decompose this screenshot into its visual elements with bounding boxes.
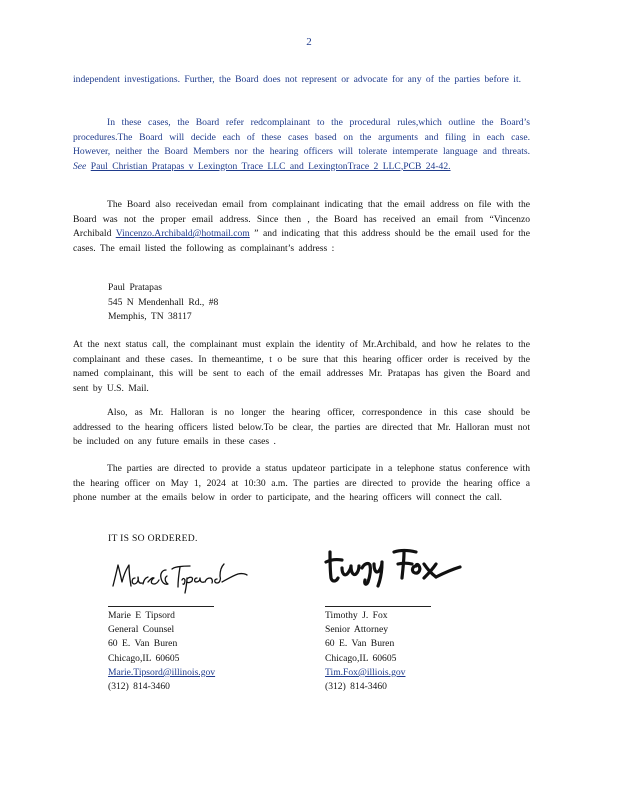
signer-street: 60 E. Van Buren: [325, 638, 395, 650]
address-name: Paul Pratapas: [108, 282, 162, 293]
signer-email-link[interactable]: Marie.Tipsord@illinois.gov: [108, 666, 216, 678]
signer-city: Chicago,IL 60605: [108, 652, 180, 664]
fox-signature-line: [325, 606, 431, 607]
complainant-address: [108, 281, 218, 325]
page-number: 2: [306, 36, 312, 48]
paragraph-procedural-rules: [73, 116, 530, 174]
email-change-text-a: The Board also receivedan email from complainant indicating that the email address on file with the Board was not the proper email address. Since then , the Board has received an email from “Vincenzo Archibald: [73, 199, 530, 239]
case-citation-link[interactable]: Paul Christian Pratapas v Lexington Trace LLC and LexingtonTrace 2 LLC,PCB 24-42.: [90, 160, 451, 172]
paragraph-hearing-officer-change: Also, as Mr. Halloran is no longer the hearing officer, correspondence in this case should be addressed to the hearing officers listed below.To be clear, the parties are directed that Mr. Halloran must not be included on any future emails in these cases .: [73, 407, 530, 447]
fox-signature-image: [324, 544, 464, 590]
signer-phone: (312) 814-3460: [108, 681, 170, 693]
signer-street: 60 E. Van Buren: [108, 638, 178, 650]
signer-name: Timothy J. Fox: [325, 610, 388, 621]
paragraph-status-conference: The parties are directed to provide a status updateor participate in a telephone status conference with the hearing officer on May 1, 2024 at 10:30 a.m. The parties are directed to provide the hearing office a phone number at the emails below in order to participate, and the hearing officers will connect the call.: [73, 463, 530, 503]
paragraph-email-change: [73, 198, 530, 256]
tipsord-signature-line: [108, 606, 214, 607]
so-ordered: IT IS SO ORDERED.: [108, 533, 198, 544]
signer-city: Chicago,IL 60605: [325, 652, 397, 664]
archibald-email-link[interactable]: Vincenzo.Archibald@hotmail.com: [115, 228, 250, 239]
signer-title: General Counsel: [108, 624, 175, 636]
signer-title: Senior Attorney: [325, 624, 389, 636]
paragraph-next-status-call: At the next status call, the complainant must explain the identity of Mr.Archibald, and how he relates to the complainant and these cases. In themeantime, t o be sure that this hearing officer order is received by the named complainant, this will be sent to each of the email addresses Mr. Pratapas has given the Board and sent by U.S. Mail.: [73, 339, 530, 394]
tipsord-signature-image: [110, 560, 250, 594]
paragraph-independent-investigations: independent investigations. Further, the Board does not represent or advocate for any of the parties before it.: [73, 74, 522, 85]
signer-block-tipsord: [108, 609, 215, 694]
signer-phone: (312) 814-3460: [325, 681, 387, 693]
see-signal: See: [73, 160, 87, 172]
signer-block-fox: [325, 609, 405, 694]
signer-email-link[interactable]: Tim.Fox@illiois.gov: [325, 666, 406, 678]
address-street: 545 N Mendenhall Rd., #8: [108, 296, 219, 308]
procedural-rules-text: In these cases, the Board refer redcomplainant to the procedural rules,which outline the Board’s procedures.The Board will decide each of these cases based on the arguments and filing in each case. However, neither the Board Members nor the hearing officers will tolerate intemperate language and threats.: [73, 117, 530, 157]
email-change-text-b: ” and indicating that this address should be the email used for the cases. The email listed the following as complainant’s address :: [73, 228, 530, 254]
address-city: Memphis, TN 38117: [108, 311, 192, 322]
signer-name: Marie E Tipsord: [108, 610, 175, 621]
